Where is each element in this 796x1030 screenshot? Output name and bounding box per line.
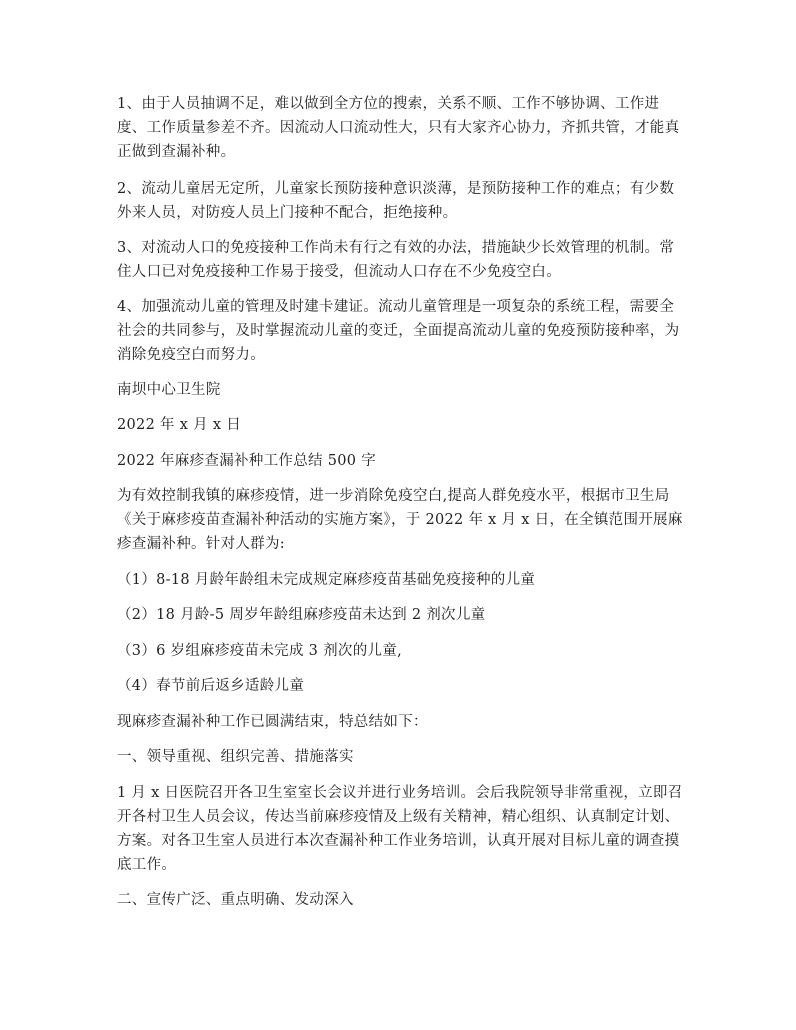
paragraph-intro: 为有效控制我镇的麻疹疫情，进一步消除免疫空白,提高人群免疫水平，根据市卫生局《关于麻疹疫苗查漏补种活动的实施方案》，于 2022 年 x 月 x 日，在全镇范围开展麻疹查漏补种。针对人群为: [117,488,683,552]
heading-section-2: 二、宣传广泛、重点明确、发动深入 [117,892,354,908]
target-group-3: （3）6 岁组麻疹疫苗未完成 3 剂次的儿童, [117,643,403,659]
paragraph-problem-1: 1、由于人员抽调不足，难以做到全方位的搜索，关系不顺、工作不够协调、工作进度、工作质量参差不齐。因流动人口流动性大，只有大家齐心协力，齐抓共管，才能真正做到查漏补种。 [117,96,680,160]
target-group-4: （4）春节前后返乡适龄儿童 [117,678,305,694]
heading-section-1: 一、领导重视、组织完善、措施落实 [117,749,354,765]
target-group-1: （1）8-18 月龄年龄组未完成规定麻疹疫苗基础免疫接种的儿童 [117,572,536,588]
target-group-2: （2）18 月龄-5 周岁年龄组麻疹疫苗未达到 2 剂次儿童 [117,607,486,623]
section-title: 2022 年麻疹查漏补种工作总结 500 字 [117,453,377,469]
signature-date: 2022 年 x 月 x 日 [117,417,242,433]
signature-organization: 南坝中心卫生院 [117,382,221,398]
paragraph-problem-4: 4、加强流动儿童的管理及时建卡建证。流动儿童管理是一项复杂的系统工程，需要全社会的共同参与，及时掌握流动儿童的变迁，全面提高流动儿童的免疫预防接种率，为消除免疫空白而努力。 [117,299,680,363]
summary-lead: 现麻疹查漏补种工作已圆满结束，特总结如下： [117,714,428,730]
paragraph-problem-3: 3、对流动人口的免疫接种工作尚未有行之有效的办法，措施缺少长效管理的机制。常住人口已对免疫接种工作易于接受，但流动人口存在不少免疫空白。 [117,240,675,280]
paragraph-section-1-body: 1 月 x 日医院召开各卫生室室长会议并进行业务培训。会后我院领导非常重视，立即召开各村卫生人员会议，传达当前麻疹疫情及上级有关精神，精心组织、认真制定计划、方案。对各卫生室人员进行本次查漏补种工作业务培训，认真开展对目标儿童的调查摸底工作。 [117,785,683,873]
paragraph-problem-2: 2、流动儿童居无定所，儿童家长预防接种意识淡薄，是预防接种工作的难点；有少数外来人员，对防疫人员上门接种不配合，拒绝接种。 [117,181,675,221]
